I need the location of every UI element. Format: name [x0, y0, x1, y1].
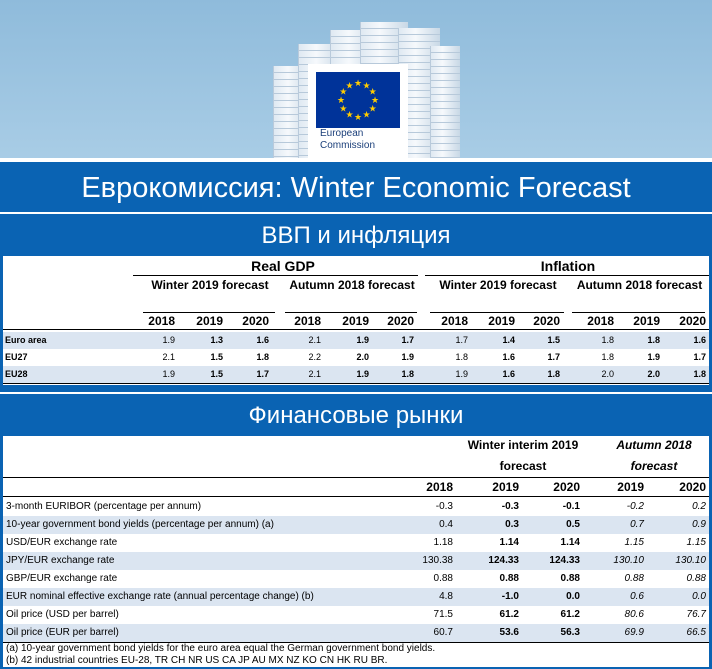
- building-window-line: [431, 59, 460, 60]
- table-cell: 124.33: [488, 555, 519, 566]
- building-window-line: [431, 143, 460, 144]
- building-window-line: [431, 52, 460, 53]
- year-header: 2018: [587, 314, 614, 328]
- table-cell: 1.7: [401, 335, 414, 345]
- rule: [3, 496, 709, 497]
- footnote: (a) 10-year government bond yields for the euro area equal the German government bond yields.: [6, 643, 436, 654]
- gdp-inflation-table: [3, 256, 709, 385]
- year-header: 2020: [553, 480, 580, 494]
- table-cell: 130.38: [422, 555, 453, 566]
- column-group-header: Winter interim 2019: [467, 438, 579, 452]
- table-cell: 0.4: [439, 519, 453, 530]
- row-label: Oil price (EUR per barrel): [6, 627, 119, 638]
- table-cell: 1.7: [547, 352, 560, 362]
- table-cell: 1.14: [560, 537, 580, 548]
- building-segment: [430, 46, 460, 162]
- table-cell: 69.9: [624, 627, 644, 638]
- table-cell: 0.88: [686, 573, 706, 584]
- building-window-line: [431, 94, 460, 95]
- logo-text: [320, 128, 375, 152]
- sub-header: Autumn 2018 forecast: [576, 278, 703, 292]
- flag-star-icon: ★: [339, 103, 348, 114]
- table-cell: 1.15: [624, 537, 644, 548]
- rule: [143, 312, 275, 313]
- building-window-line: [399, 34, 440, 35]
- table-cell: 1.6: [256, 335, 269, 345]
- year-header: 2018: [148, 314, 175, 328]
- table-cell: 80.6: [624, 609, 644, 620]
- table-cell: 1.8: [601, 335, 614, 345]
- building-window-line: [431, 122, 460, 123]
- table-cell: 0.9: [692, 519, 706, 530]
- rule: [3, 477, 709, 478]
- table-cell: 1.8: [401, 369, 414, 379]
- year-header: 2020: [679, 480, 706, 494]
- table-cell: 1.7: [693, 352, 706, 362]
- table-cell: 1.18: [433, 537, 453, 548]
- building-window-line: [431, 136, 460, 137]
- table-cell: 0.2: [692, 501, 706, 512]
- table-cell: 1.6: [693, 335, 706, 345]
- table-cell: 0.0: [566, 591, 580, 602]
- flag-star-icon: ★: [368, 103, 377, 114]
- table-cell: -0.1: [562, 501, 580, 512]
- table-cell: 1.8: [256, 352, 269, 362]
- year-header: 2019: [488, 314, 515, 328]
- rule: [133, 275, 418, 276]
- table-cell: 1.3: [210, 335, 223, 345]
- table-cell: 76.7: [686, 609, 706, 620]
- footnote: (b) 42 industrial countries EU-28, TR CH NR US CA JP AU MX NZ KO CN HK RU BR.: [6, 655, 388, 666]
- group-header-real-gdp: Real GDP: [251, 258, 315, 274]
- group-header-inflation: Inflation: [540, 258, 596, 274]
- table-cell: 1.5: [210, 369, 223, 379]
- flag-star-icon: ★: [368, 86, 377, 97]
- column-group-header: Autumn 2018: [616, 438, 692, 452]
- building-window-line: [431, 150, 460, 151]
- year-header: 2019: [633, 314, 660, 328]
- flag-star-icon: ★: [362, 80, 371, 91]
- building-window-line: [431, 80, 460, 81]
- table-cell: 1.14: [499, 537, 519, 548]
- row-label: 10-year government bond yields (percentage per annum) (a): [6, 519, 274, 530]
- rule: [572, 312, 705, 313]
- table-cell: 61.2: [560, 609, 580, 620]
- building-window-line: [431, 73, 460, 74]
- flag-star-icon: ★: [362, 109, 371, 120]
- logo-line-2: Commission: [320, 140, 376, 151]
- rule: [425, 275, 709, 276]
- row-label: GBP/EUR exchange rate: [6, 573, 118, 584]
- column-group-header: forecast: [499, 459, 547, 473]
- building-window-line: [431, 108, 460, 109]
- table-cell: 0.88: [560, 573, 580, 584]
- table-cell: -0.3: [501, 501, 519, 512]
- building-window-line: [431, 101, 460, 102]
- year-header: 2018: [294, 314, 321, 328]
- building-window-line: [431, 129, 460, 130]
- table-cell: 1.9: [162, 369, 175, 379]
- table-cell: 1.6: [502, 369, 515, 379]
- table-cell: -0.3: [435, 501, 453, 512]
- eu-flag-icon: [316, 72, 400, 128]
- table-cell: 1.9: [647, 352, 660, 362]
- table-cell: 130.10: [613, 555, 644, 566]
- table-cell: 0.88: [499, 573, 519, 584]
- table-cell: 1.9: [356, 335, 369, 345]
- table-cell: 1.7: [256, 369, 269, 379]
- table-cell: 2.0: [356, 352, 369, 362]
- table-cell: 124.33: [549, 555, 580, 566]
- table-cell: 1.8: [693, 369, 706, 379]
- table-cell: 2.0: [601, 369, 614, 379]
- flag-star-icon: ★: [345, 109, 354, 120]
- year-header: 2018: [426, 480, 453, 494]
- year-header: 2020: [242, 314, 269, 328]
- row-label: Oil price (USD per barrel): [6, 609, 119, 620]
- year-header: 2019: [342, 314, 369, 328]
- financial-markets-table: [3, 436, 709, 667]
- table-cell: 0.88: [433, 573, 453, 584]
- year-header: 2018: [441, 314, 468, 328]
- row-label: 3-month EURIBOR (percentage per annum): [6, 501, 202, 512]
- table-cell: 1.8: [647, 335, 660, 345]
- table-cell: 2.1: [162, 352, 175, 362]
- table-cell: 0.0: [692, 591, 706, 602]
- building-window-line: [431, 87, 460, 88]
- table-cell: 1.7: [455, 335, 468, 345]
- table-cell: -0.2: [626, 501, 644, 512]
- flag-star-icon: ★: [345, 80, 354, 91]
- table-cell: -1.0: [501, 591, 519, 602]
- year-header: 2019: [492, 480, 519, 494]
- table-cell: 1.5: [210, 352, 223, 362]
- building-window-line: [431, 66, 460, 67]
- table-cell: 1.8: [455, 352, 468, 362]
- table-cell: 2.2: [308, 352, 321, 362]
- rule: [3, 329, 709, 330]
- table-cell: 2.1: [308, 335, 321, 345]
- table-cell: 130.10: [675, 555, 706, 566]
- sub-header: Winter 2019 forecast: [439, 278, 557, 292]
- table-cell: 1.9: [455, 369, 468, 379]
- hero-image: [0, 0, 712, 162]
- table-cell: 4.8: [439, 591, 453, 602]
- year-header: 2019: [617, 480, 644, 494]
- table-cell: 0.6: [630, 591, 644, 602]
- table-cell: 0.7: [630, 519, 644, 530]
- flag-star-icon: ★: [353, 78, 363, 88]
- year-header: 2020: [533, 314, 560, 328]
- table-cell: 1.9: [356, 369, 369, 379]
- table-cell: 1.9: [162, 335, 175, 345]
- table-cell: 1.5: [547, 335, 560, 345]
- table-cell: 60.7: [433, 627, 453, 638]
- table-cell: 1.8: [547, 369, 560, 379]
- table-cell: 0.3: [505, 519, 519, 530]
- table-cell: 1.15: [686, 537, 706, 548]
- table-cell: 0.88: [624, 573, 644, 584]
- table-cell: 1.6: [502, 352, 515, 362]
- row-label: EU28: [5, 369, 28, 379]
- column-group-header: forecast: [630, 459, 678, 473]
- row-label: EUR nominal effective exchange rate (annual percentage change) (b): [6, 591, 314, 602]
- building-window-line: [431, 115, 460, 116]
- building-window-line: [399, 41, 440, 42]
- section-title-markets: Финансовые рынки: [0, 394, 712, 434]
- table-cell: 61.2: [499, 609, 519, 620]
- table-cell: 53.6: [499, 627, 519, 638]
- rule: [430, 312, 564, 313]
- table-cell: 2.1: [308, 369, 321, 379]
- year-header: 2020: [387, 314, 414, 328]
- rule: [285, 312, 417, 313]
- year-header: 2019: [196, 314, 223, 328]
- row-label: EU27: [5, 352, 28, 362]
- sub-header: Autumn 2018 forecast: [289, 278, 415, 292]
- logo-line-1: European: [320, 128, 364, 139]
- flag-star-icon: ★: [339, 86, 348, 97]
- table-cell: 1.4: [502, 335, 515, 345]
- table-cell: 71.5: [433, 609, 453, 620]
- flag-star-icon: ★: [353, 112, 363, 122]
- table-cell: 1.9: [401, 352, 414, 362]
- table-cell: 1.8: [601, 352, 614, 362]
- row-label: Euro area: [5, 335, 47, 345]
- section-title-gdp: ВВП и инфляция: [0, 214, 712, 254]
- sub-header: Winter 2019 forecast: [151, 278, 269, 292]
- year-header: 2020: [679, 314, 706, 328]
- european-commission-logo: [308, 64, 408, 162]
- slide-title: Еврокомиссия: Winter Economic Forecast: [0, 162, 712, 212]
- rule: [3, 383, 709, 384]
- flag-star-icon: ★: [336, 95, 346, 105]
- flag-star-icon: ★: [370, 95, 380, 105]
- table-cell: 66.5: [686, 627, 706, 638]
- table-cell: 0.5: [566, 519, 580, 530]
- row-label: USD/EUR exchange rate: [6, 537, 118, 548]
- table-cell: 56.3: [560, 627, 580, 638]
- table-cell: 2.0: [647, 369, 660, 379]
- row-label: JPY/EUR exchange rate: [6, 555, 115, 566]
